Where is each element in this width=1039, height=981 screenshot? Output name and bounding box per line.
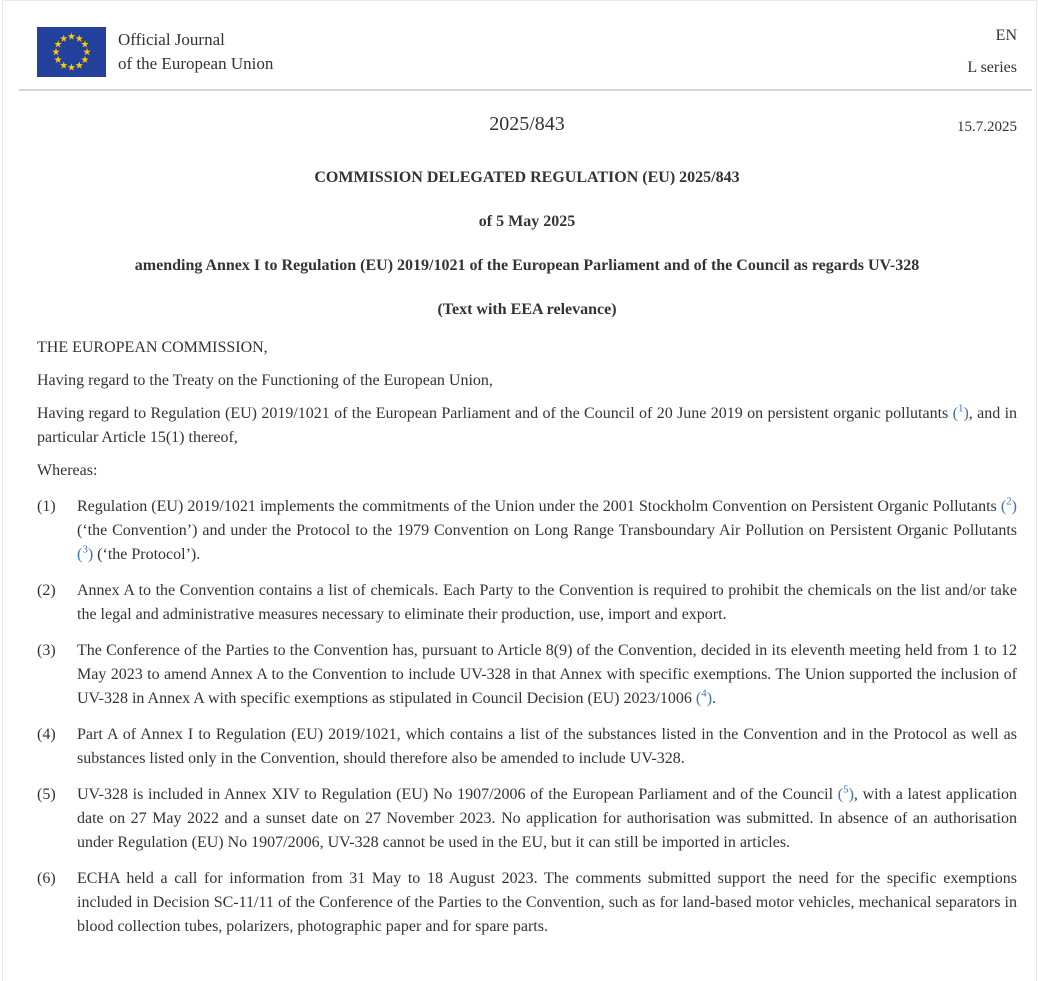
- recital-number: (2): [37, 582, 56, 599]
- preamble-paragraph: Having regard to the Treaty on the Functioning of the European Union,: [37, 372, 493, 389]
- document-body: [3, 336, 1036, 939]
- journal-header: [3, 1, 1036, 77]
- title-block: [3, 169, 1036, 319]
- journal-logo-line1: Official Journal: [118, 30, 225, 49]
- preamble-paragraph: Whereas:: [37, 462, 98, 479]
- regulation-date-line: of 5 May 2025: [478, 213, 576, 230]
- recital-number: (5): [37, 786, 56, 803]
- recital: [37, 579, 1017, 627]
- journal-page: [2, 0, 1037, 981]
- recital-text: Part A of Annex I to Regulation (EU) 2019/1021, which contains a list of the substances listed in the Convention and in the Protocol as well as substances listed only in the Convention, should therefore also be amended to include UV-328.: [77, 726, 1017, 767]
- recital-number: (4): [37, 726, 56, 743]
- recital: [37, 867, 1017, 939]
- recital: [37, 495, 1017, 567]
- recital-text: The Conference of the Parties to the Convention has, pursuant to Article 8(9) of the Convention, decided in its eleventh meeting held from 1 to 12 May 2023 to amend Annex A to the Convention to include UV-328 in that Annex with specific exemptions. The Union supported the inclusion of UV-328 in Annex A with specific exemptions as stipulated in Council Decision (EU) 2023/1006 ($^4$).: [77, 642, 1017, 707]
- recital-text: ECHA held a call for information from 31 May to 18 August 2023. The comments submitted support the need for the specific exemptions included in Decision SC-11/11 of the Conference of the Parties to the Convention, such as for land-based motor vehicles, mechanical separators in blood collection tubes, polarizers, photographic paper and for spare parts.: [77, 870, 1017, 935]
- recital: [37, 783, 1017, 855]
- journal-logo: [37, 27, 273, 77]
- recital-number: (1): [37, 498, 56, 515]
- recitals: [37, 495, 1017, 939]
- footnote-ref-3[interactable]: ($^3$): [77, 543, 94, 563]
- language-series-block: [967, 27, 1017, 76]
- series-label: L series: [967, 59, 1017, 76]
- footnote-ref-1[interactable]: ($^1$): [952, 402, 969, 422]
- footnote-ref-2[interactable]: ($^2$): [1000, 495, 1017, 515]
- recital: [37, 723, 1017, 771]
- preamble-paragraph: THE EUROPEAN COMMISSION,: [37, 339, 268, 356]
- eea-relevance-line: (Text with EEA relevance): [437, 301, 617, 318]
- preamble-paragraph: Having regard to Regulation (EU) 2019/1021 of the European Parliament and of the Council of 20 June 2019 on persistent organic pollutants ($^1$), and in particular Article 15(1) thereof,: [37, 402, 1018, 446]
- footnote-ref-5[interactable]: ($^5$): [837, 783, 854, 803]
- recital-text: Annex A to the Convention contains a list of chemicals. Each Party to the Convention is required to prohibit the chemicals on the list and/or take the legal and administrative measures necessary to eliminate their production, use, import and export.: [77, 582, 1017, 623]
- recital-text: Regulation (EU) 2019/1021 implements the commitments of the Union under the 2001 Stockholm Convention on Persistent Organic Pollutants ($^2$) (‘the Convention’) and under the Protocol to the 1979 Convention on Long Range Transboundary Air Pollution on Persistent Organic Pollutants ($^3$) (‘the Protocol’).: [77, 495, 1017, 563]
- publication-date: 15.7.2025: [957, 119, 1017, 135]
- eu-flag-icon: [37, 27, 106, 77]
- regulation-subject-line: amending Annex I to Regulation (EU) 2019/1021 of the European Parliament and of the Council as regards UV-328: [134, 257, 920, 274]
- recital-text: UV-328 is included in Annex XIV to Regulation (EU) No 1907/2006 of the European Parliament and of the Council ($^5$), with a latest application date on 27 May 2022 and a sunset date on 27 November 2023. No application for authorisation was submitted. In absence of an authorisation under Regulation (EU) No 1907/2006, UV-328 cannot be used in the EU, but it can still be imported in articles.: [77, 783, 1017, 851]
- preamble: [37, 336, 1017, 483]
- recital-number: (6): [37, 870, 56, 887]
- recital: [37, 639, 1017, 711]
- recital-number: (3): [37, 642, 56, 659]
- journal-logo-line2: of the European Union: [118, 54, 274, 73]
- language-code: EN: [995, 27, 1017, 44]
- regulation-title: COMMISSION DELEGATED REGULATION (EU) 2025/843: [314, 169, 740, 186]
- footnote-ref-4[interactable]: ($^4$): [695, 687, 713, 707]
- document-number-bar: [3, 91, 1036, 137]
- journal-logo-text: [118, 28, 273, 76]
- document-number: 2025/843: [489, 113, 565, 135]
